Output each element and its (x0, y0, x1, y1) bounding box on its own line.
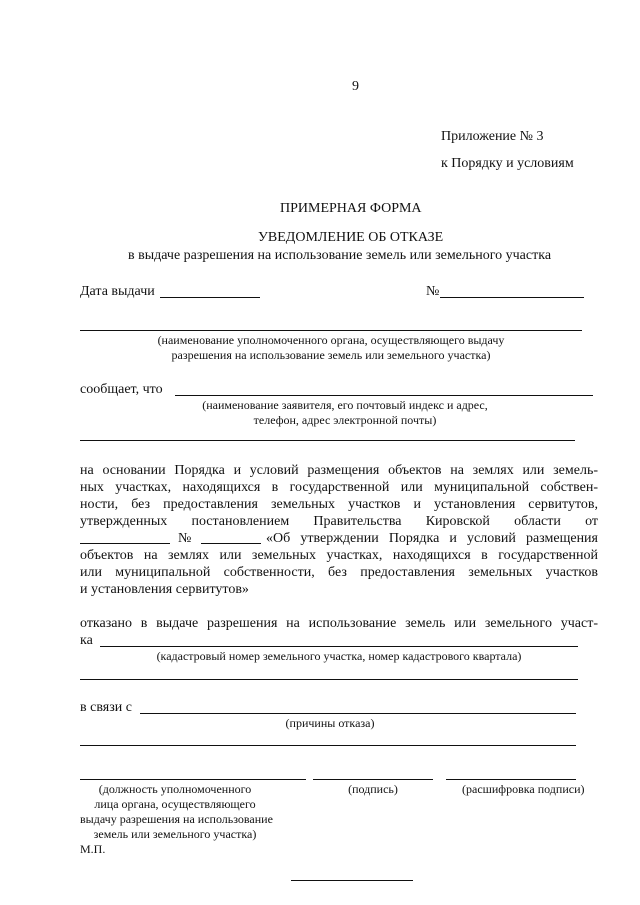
body-line-2: ных участках, находящихся в государственной или муниципальной собствен- (80, 480, 598, 495)
position-caption-1: (должность уполномоченного (98, 782, 252, 796)
applicant-line[interactable] (175, 395, 593, 396)
body-line-7: или муниципальной собственности, без предоставления земельных участков (80, 565, 598, 580)
reason-line-2[interactable] (80, 745, 576, 746)
reason-label: в связи с (80, 700, 132, 715)
form-title: УВЕДОМЛЕНИЕ ОБ ОТКАЗЕ (258, 230, 444, 245)
cadastral-line[interactable] (100, 646, 578, 647)
reports-label: сообщает, что (80, 382, 163, 397)
reason-caption: (причины отказа) (285, 716, 375, 730)
cadastral-caption: (кадастровый номер земельного участка, номер кадастрового квартала) (156, 649, 522, 663)
authority-line[interactable] (80, 330, 582, 331)
issue-date-line[interactable] (160, 297, 260, 298)
position-caption-2: лица органа, осуществляющего (94, 797, 256, 811)
stamp-label: М.П. (80, 842, 106, 856)
body-line-5: «Об утверждении Порядка и условий размещения (266, 531, 598, 546)
signature-caption: (подпись) (348, 782, 398, 796)
applicant-caption-2: телефон, адрес электронной почты) (253, 413, 437, 427)
appendix-subtitle: к Порядку и условиям (441, 156, 574, 171)
signature-line[interactable] (313, 779, 433, 780)
position-caption-4: земель или земельного участка) (93, 827, 257, 841)
position-caption-3: выдачу разрешения на использование (80, 812, 273, 826)
page-number: 9 (352, 79, 359, 94)
issue-date-label: Дата выдачи (80, 284, 155, 299)
applicant-line-2[interactable] (80, 440, 575, 441)
form-label: ПРИМЕРНАЯ ФОРМА (280, 201, 422, 216)
body-line-6: объектов на землях или земельных участках, находящихся в государственной (80, 548, 598, 563)
body-line-8: и установления сервитутов» (80, 582, 249, 597)
footer-rule (291, 880, 413, 881)
reason-line[interactable] (140, 713, 576, 714)
number-label: № (426, 284, 440, 299)
position-line[interactable] (80, 779, 306, 780)
refused-line-1: отказано в выдаче разрешения на использование земель или земельного участ- (80, 616, 598, 631)
body-line-1: на основании Порядка и условий размещения объектов на землях или земель- (80, 463, 598, 478)
refused-line-2: ка (80, 633, 93, 648)
authority-caption-1: (наименование уполномоченного органа, осуществляющего выдачу (157, 333, 505, 347)
cadastral-line-2[interactable] (80, 679, 578, 680)
decoding-line[interactable] (446, 779, 576, 780)
applicant-caption-1: (наименование заявителя, его почтовый индекс и адрес, (202, 398, 488, 412)
resolution-date-line[interactable] (80, 543, 170, 544)
resolution-number-line[interactable] (201, 543, 261, 544)
body-line-5-number: № (178, 531, 192, 546)
form-subtitle: в выдаче разрешения на использование земель или земельного участка (128, 248, 552, 263)
body-line-4: утвержденных постановлением Правительства Кировской области от (80, 514, 598, 529)
number-line[interactable] (440, 297, 584, 298)
body-line-3: ности, без предоставления земельных участков и установления сервитутов, (80, 497, 598, 512)
authority-caption-2: разрешения на использование земель или земельного участка) (171, 348, 491, 362)
decoding-caption: (расшифровка подписи) (462, 782, 585, 796)
appendix-title: Приложение № 3 (441, 129, 544, 144)
